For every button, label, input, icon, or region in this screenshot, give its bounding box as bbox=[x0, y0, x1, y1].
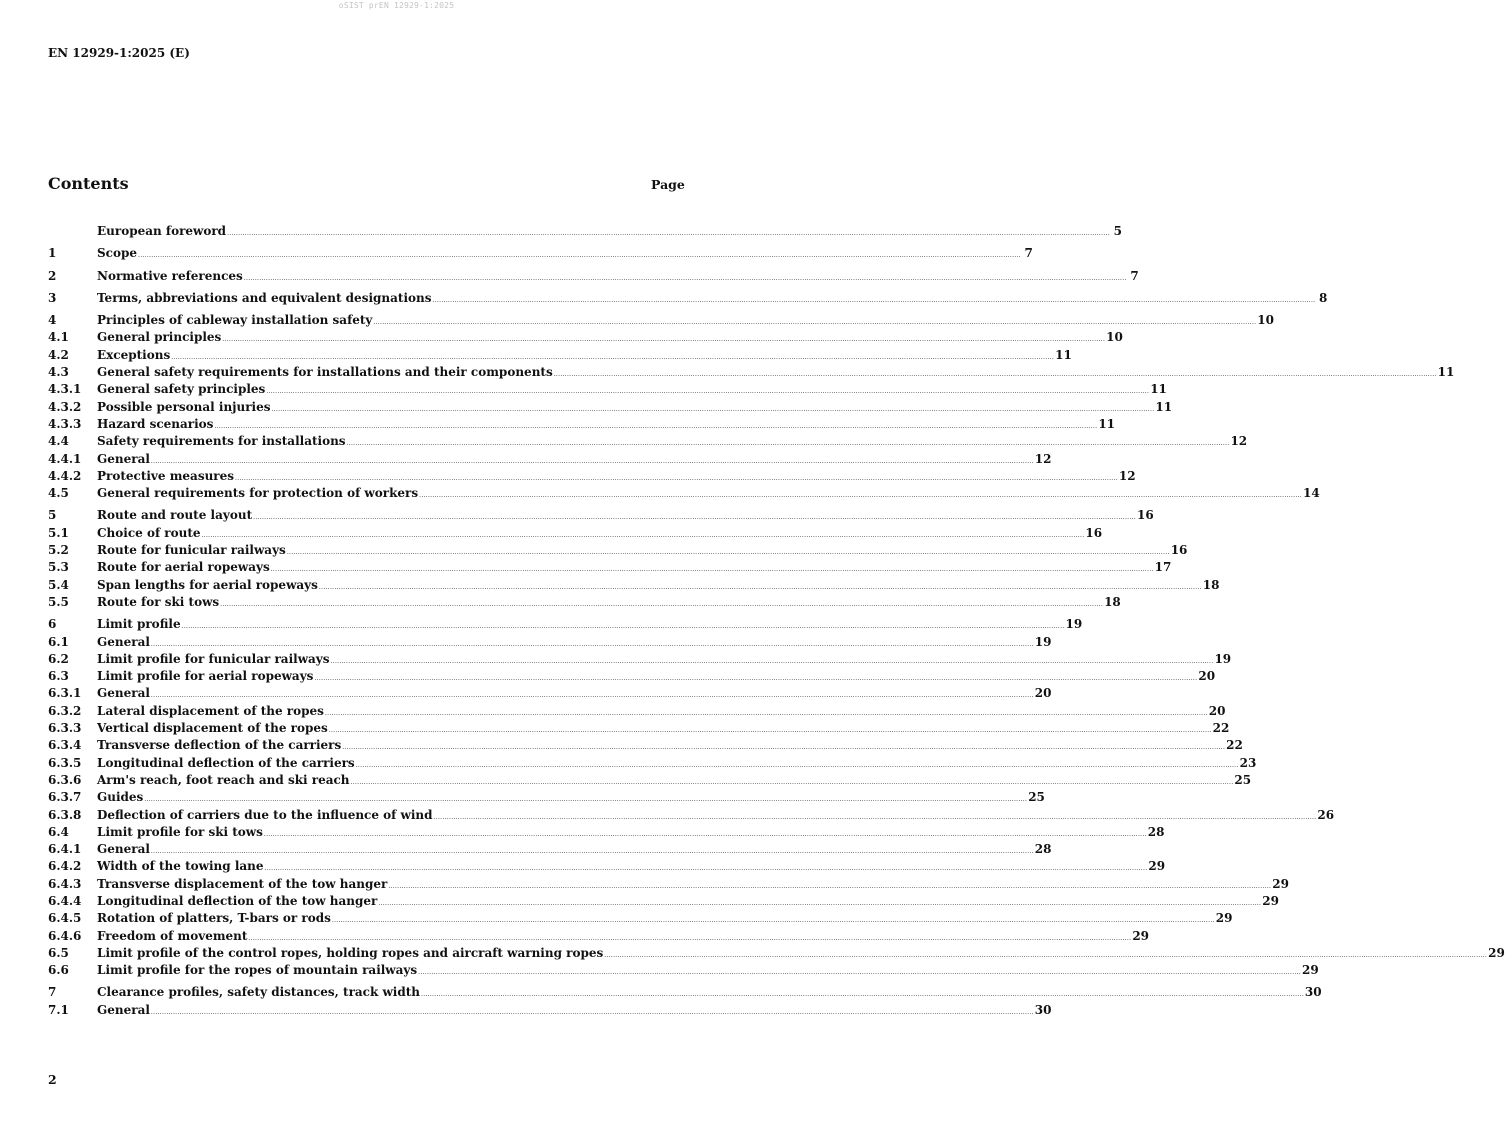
toc-entry[interactable] bbox=[48, 928, 1150, 945]
toc-dot-leader: ................................................................................................................................................................................................................................................................................................................................................................................................................ bbox=[433, 813, 1317, 821]
toc-entry-title: Scope bbox=[97, 246, 138, 261]
toc-entry-page: 7 bbox=[1130, 268, 1139, 283]
toc-entry[interactable] bbox=[48, 525, 1103, 542]
toc-entry-title: Vertical displacement of the ropes bbox=[97, 721, 328, 736]
toc-entry-title: Exceptions bbox=[97, 347, 171, 362]
toc-entry-number: 4.3.2 bbox=[48, 399, 82, 414]
toc-entry-page: 18 bbox=[1202, 577, 1220, 592]
toc-entry-number: 6.3.2 bbox=[48, 703, 82, 718]
toc-entry-number: 4 bbox=[48, 313, 57, 328]
toc-entry-number: 6.4.5 bbox=[48, 911, 82, 926]
toc-entry[interactable] bbox=[48, 433, 1248, 450]
toc-entry-number: 6.3.6 bbox=[48, 772, 82, 787]
toc-entry[interactable] bbox=[48, 737, 1243, 754]
toc-entry[interactable] bbox=[48, 720, 1230, 737]
toc-entry-number: 7.1 bbox=[48, 1002, 69, 1017]
toc-entry-title: Transverse deflection of the carriers bbox=[97, 738, 342, 753]
toc-entry-title: Deflection of carriers due to the influence of wind bbox=[97, 807, 433, 822]
toc-entry-number: 4.5 bbox=[48, 486, 69, 501]
toc-group bbox=[48, 223, 1122, 240]
toc-entry-page: 16 bbox=[1137, 508, 1154, 523]
toc-dot-leader: ................................................................................................................................................................................................................................................................................................................................................................................................................ bbox=[432, 296, 1316, 304]
toc-group bbox=[48, 268, 1139, 285]
toc-entry-title: Freedom of movement bbox=[97, 928, 248, 943]
toc-entry[interactable] bbox=[48, 399, 1173, 416]
toc-group bbox=[48, 507, 1220, 611]
table-of-contents bbox=[48, 223, 1505, 1024]
toc-entry-page: 29 bbox=[1488, 945, 1505, 960]
toc-entry-title: Guides bbox=[97, 790, 144, 805]
toc-entry-page: 11 bbox=[1155, 399, 1173, 414]
toc-entry[interactable] bbox=[48, 893, 1279, 910]
toc-entry-page: 29 bbox=[1262, 893, 1279, 908]
toc-entry-title: General bbox=[97, 634, 150, 649]
toc-entry-title: Choice of route bbox=[97, 525, 201, 540]
toc-entry-title: Limit profile for funicular railways bbox=[97, 651, 330, 666]
toc-entry-number: 4.3 bbox=[48, 365, 69, 380]
toc-dot-leader: ................................................................................................................................................................................................................................................................................................................................................................................................................ bbox=[253, 514, 1136, 522]
toc-entry[interactable] bbox=[48, 577, 1220, 594]
toc-entry-title: Span lengths for aerial ropeways bbox=[97, 577, 318, 592]
toc-entry-title: Clearance profiles, safety distances, track width bbox=[97, 985, 421, 1000]
toc-entry-page: 29 bbox=[1132, 928, 1150, 943]
toc-entry-title: General safety principles bbox=[97, 382, 266, 397]
toc-dot-leader: ................................................................................................................................................................................................................................................................................................................................................................................................................ bbox=[235, 474, 1118, 482]
toc-entry-number: 7 bbox=[48, 985, 57, 1000]
toc-entry-title: European foreword bbox=[97, 224, 227, 238]
toc-dot-leader: ................................................................................................................................................................................................................................................................................................................................................................................................................ bbox=[421, 991, 1304, 999]
toc-entry-page: 11 bbox=[1098, 416, 1116, 431]
toc-entry-title: General safety requirements for installations and their components bbox=[97, 365, 553, 380]
toc-entry-page: 29 bbox=[1302, 963, 1319, 978]
toc-dot-leader: ................................................................................................................................................................................................................................................................................................................................................................................................................ bbox=[286, 549, 1170, 557]
toc-entry-title: Limit profile for aerial ropeways bbox=[97, 669, 314, 684]
toc-dot-leader: ................................................................................................................................................................................................................................................................................................................................................................................................................ bbox=[248, 934, 1132, 942]
toc-entry-title: Safety requirements for installations bbox=[97, 434, 346, 449]
toc-entry-number: 3 bbox=[48, 290, 57, 305]
toc-entry[interactable] bbox=[48, 772, 1252, 789]
toc-entry-title: Normative references bbox=[97, 268, 243, 283]
toc-entry[interactable] bbox=[48, 507, 1154, 524]
toc-entry-number: 6.4 bbox=[48, 824, 69, 839]
toc-dot-leader: ................................................................................................................................................................................................................................................................................................................................................................................................................ bbox=[144, 796, 1028, 804]
toc-entry-page: 5 bbox=[1113, 224, 1122, 238]
toc-entry-number: 6.4.3 bbox=[48, 876, 82, 891]
toc-entry-title: General bbox=[97, 1002, 150, 1017]
toc-entry-number: 4.1 bbox=[48, 330, 69, 345]
toc-entry-number: 6.5 bbox=[48, 945, 69, 960]
toc-dot-leader: ................................................................................................................................................................................................................................................................................................................................................................................................................ bbox=[150, 848, 1034, 856]
toc-entry[interactable] bbox=[48, 984, 1322, 1001]
toc-entry-title: General requirements for protection of workers bbox=[97, 486, 419, 501]
page-number: 2 bbox=[48, 1072, 57, 1087]
toc-dot-leader: ................................................................................................................................................................................................................................................................................................................................................................................................................ bbox=[264, 865, 1148, 873]
toc-entry-page: 30 bbox=[1304, 985, 1322, 1000]
toc-entry-number: 6.4.6 bbox=[48, 928, 82, 943]
toc-entry-title: Terms, abbreviations and equivalent designations bbox=[97, 290, 432, 305]
toc-entry-page: 22 bbox=[1212, 721, 1230, 736]
toc-entry[interactable] bbox=[48, 245, 1033, 262]
toc-entry[interactable] bbox=[48, 616, 1083, 633]
toc-entry-number: 6.4.2 bbox=[48, 859, 82, 874]
toc-entry-page: 28 bbox=[1147, 824, 1165, 839]
toc-entry-number: 4.2 bbox=[48, 347, 69, 362]
toc-dot-leader: ................................................................................................................................................................................................................................................................................................................................................................................................................ bbox=[171, 353, 1055, 361]
toc-entry-number: 5.1 bbox=[48, 525, 69, 540]
toc-entry-number: 6.4.1 bbox=[48, 842, 82, 857]
toc-entry-page: 12 bbox=[1230, 434, 1248, 449]
toc-entry-page: 8 bbox=[1319, 290, 1328, 305]
toc-dot-leader: ................................................................................................................................................................................................................................................................................................................................................................................................................ bbox=[373, 319, 1257, 327]
toc-entry-page: 10 bbox=[1257, 313, 1274, 328]
toc-dot-leader: ................................................................................................................................................................................................................................................................................................................................................................................................................ bbox=[330, 657, 1214, 665]
toc-dot-leader: ................................................................................................................................................................................................................................................................................................................................................................................................................ bbox=[388, 882, 1272, 890]
toc-entry[interactable] bbox=[48, 755, 1257, 772]
toc-entry[interactable] bbox=[48, 364, 1455, 381]
toc-entry-title: Longitudinal deflection of the tow hanger bbox=[97, 893, 378, 908]
toc-dot-leader: ................................................................................................................................................................................................................................................................................................................................................................................................................ bbox=[318, 583, 1202, 591]
toc-entry-page: 22 bbox=[1226, 738, 1243, 753]
toc-entry-title: Route for aerial ropeways bbox=[97, 560, 270, 575]
toc-dot-leader: ................................................................................................................................................................................................................................................................................................................................................................................................................ bbox=[314, 675, 1198, 683]
toc-dot-leader: ................................................................................................................................................................................................................................................................................................................................................................................................................ bbox=[220, 600, 1104, 608]
toc-entry-title: Possible personal injuries bbox=[97, 399, 271, 414]
toc-entry-number: 6 bbox=[48, 617, 57, 632]
toc-entry[interactable] bbox=[48, 685, 1052, 702]
toc-entry-page: 29 bbox=[1148, 859, 1166, 874]
toc-entry-page: 29 bbox=[1272, 876, 1289, 891]
toc-entry-title: Arm's reach, foot reach and ski reach bbox=[97, 772, 350, 787]
toc-entry[interactable] bbox=[48, 668, 1216, 685]
toc-entry-number: 6.1 bbox=[48, 634, 69, 649]
toc-dot-leader: ................................................................................................................................................................................................................................................................................................................................................................................................................ bbox=[138, 252, 1021, 260]
toc-entry[interactable] bbox=[48, 381, 1167, 398]
toc-entry-number: 2 bbox=[48, 268, 57, 283]
toc-entry[interactable] bbox=[48, 841, 1052, 858]
toc-entry-number: 4.4.2 bbox=[48, 468, 82, 483]
toc-dot-leader: ................................................................................................................................................................................................................................................................................................................................................................................................................ bbox=[214, 422, 1098, 430]
toc-entry-number: 4.3.3 bbox=[48, 416, 82, 431]
toc-entry-number: 6.3.5 bbox=[48, 755, 82, 770]
toc-entry-title: Limit profile for the ropes of mountain railways bbox=[97, 963, 418, 978]
toc-dot-leader: ................................................................................................................................................................................................................................................................................................................................................................................................................ bbox=[419, 492, 1302, 500]
toc-entry-page: 30 bbox=[1034, 1002, 1052, 1017]
toc-entry-number: 5 bbox=[48, 508, 57, 523]
toc-entry-page: 25 bbox=[1234, 772, 1252, 787]
toc-entry[interactable] bbox=[48, 416, 1116, 433]
toc-entry-title: Hazard scenarios bbox=[97, 416, 214, 431]
toc-dot-leader: ................................................................................................................................................................................................................................................................................................................................................................................................................ bbox=[150, 457, 1034, 465]
toc-entry-number: 4.3.1 bbox=[48, 382, 82, 397]
toc-entry-page: 17 bbox=[1154, 560, 1172, 575]
toc-entry-page: 29 bbox=[1215, 911, 1233, 926]
toc-entry[interactable] bbox=[48, 223, 1122, 240]
toc-entry-page: 16 bbox=[1170, 543, 1188, 558]
toc-entry-number: 6.3.3 bbox=[48, 721, 82, 736]
toc-entry-number: 5.2 bbox=[48, 543, 69, 558]
toc-entry[interactable] bbox=[48, 807, 1335, 824]
toc-entry-title: General bbox=[97, 686, 150, 701]
toc-dot-leader: ................................................................................................................................................................................................................................................................................................................................................................................................................ bbox=[150, 1008, 1034, 1016]
toc-entry[interactable] bbox=[48, 542, 1188, 559]
toc-entry-page: 20 bbox=[1034, 686, 1052, 701]
toc-dot-leader: ................................................................................................................................................................................................................................................................................................................................................................................................................ bbox=[342, 744, 1226, 752]
toc-dot-leader: ................................................................................................................................................................................................................................................................................................................................................................................................................ bbox=[150, 692, 1034, 700]
toc-entry-page: 23 bbox=[1239, 755, 1257, 770]
toc-dot-leader: ................................................................................................................................................................................................................................................................................................................................................................................................................ bbox=[227, 230, 1110, 237]
toc-dot-leader: ................................................................................................................................................................................................................................................................................................................................................................................................................ bbox=[270, 566, 1154, 574]
toc-dot-leader: ................................................................................................................................................................................................................................................................................................................................................................................................................ bbox=[604, 951, 1488, 959]
toc-group bbox=[48, 245, 1033, 262]
toc-entry[interactable] bbox=[48, 559, 1172, 576]
toc-entry-title: Width of the towing lane bbox=[97, 859, 264, 874]
toc-group bbox=[48, 616, 1505, 979]
toc-entry-title: General bbox=[97, 451, 150, 466]
toc-entry-page: 20 bbox=[1208, 703, 1226, 718]
watermark: oSIST prEN 12929-1:2025 bbox=[338, 1, 455, 10]
toc-entry-page: 28 bbox=[1034, 842, 1052, 857]
toc-entry[interactable] bbox=[48, 945, 1505, 962]
toc-entry[interactable] bbox=[48, 594, 1121, 611]
toc-entry-page: 16 bbox=[1085, 525, 1103, 540]
toc-entry[interactable] bbox=[48, 290, 1328, 307]
toc-entry-number: 6.2 bbox=[48, 651, 69, 666]
toc-entry[interactable] bbox=[48, 451, 1052, 468]
toc-entry-number: 4.4 bbox=[48, 434, 69, 449]
toc-entry-number: 6.3.7 bbox=[48, 790, 82, 805]
toc-entry-page: 12 bbox=[1034, 451, 1052, 466]
toc-entry-number: 6.6 bbox=[48, 963, 69, 978]
toc-entry-page: 25 bbox=[1028, 790, 1045, 805]
toc-entry-title: Limit profile of the control ropes, holding ropes and aircraft warning ropes bbox=[97, 945, 604, 960]
toc-dot-leader: ................................................................................................................................................................................................................................................................................................................................................................................................................ bbox=[553, 371, 1437, 379]
toc-entry-title: General principles bbox=[97, 330, 222, 345]
document-id: EN 12929-1:2025 (E) bbox=[48, 46, 190, 60]
toc-dot-leader: ................................................................................................................................................................................................................................................................................................................................................................................................................ bbox=[331, 917, 1215, 925]
toc-entry-page: 11 bbox=[1055, 347, 1072, 362]
page-column-label: Page bbox=[651, 177, 685, 192]
contents-heading: Contents bbox=[48, 174, 129, 193]
toc-entry[interactable] bbox=[48, 824, 1165, 841]
toc-entry-title: General bbox=[97, 842, 150, 857]
toc-entry-title: Longitudinal deflection of the carriers bbox=[97, 755, 355, 770]
toc-entry-title: Route for ski tows bbox=[97, 594, 220, 609]
toc-dot-leader: ................................................................................................................................................................................................................................................................................................................................................................................................................ bbox=[263, 830, 1147, 838]
toc-group bbox=[48, 312, 1455, 502]
toc-dot-leader: ................................................................................................................................................................................................................................................................................................................................................................................................................ bbox=[271, 405, 1155, 413]
toc-entry-title: Rotation of platters, T-bars or rods bbox=[97, 911, 331, 926]
toc-entry[interactable] bbox=[48, 858, 1166, 875]
toc-entry[interactable] bbox=[48, 329, 1123, 346]
toc-entry-title: Protective measures bbox=[97, 468, 235, 483]
toc-dot-leader: ................................................................................................................................................................................................................................................................................................................................................................................................................ bbox=[222, 336, 1106, 344]
toc-dot-leader: ................................................................................................................................................................................................................................................................................................................................................................................................................ bbox=[355, 761, 1239, 769]
toc-entry[interactable] bbox=[48, 651, 1232, 668]
toc-dot-leader: ................................................................................................................................................................................................................................................................................................................................................................................................................ bbox=[350, 778, 1234, 786]
toc-entry-number: 6.3.8 bbox=[48, 807, 82, 822]
toc-entry-page: 11 bbox=[1150, 382, 1167, 397]
toc-dot-leader: ................................................................................................................................................................................................................................................................................................................................................................................................................ bbox=[181, 623, 1065, 631]
toc-entry-number: 1 bbox=[48, 246, 57, 261]
toc-entry[interactable] bbox=[48, 347, 1072, 364]
toc-dot-leader: ................................................................................................................................................................................................................................................................................................................................................................................................................ bbox=[243, 274, 1127, 282]
toc-dot-leader: ................................................................................................................................................................................................................................................................................................................................................................................................................ bbox=[328, 727, 1212, 735]
toc-entry-number: 4.4.1 bbox=[48, 451, 82, 466]
toc-entry-title: Lateral displacement of the ropes bbox=[97, 703, 324, 718]
toc-entry-page: 11 bbox=[1437, 365, 1455, 380]
toc-entry-number: 6.4.4 bbox=[48, 893, 82, 908]
toc-entry-title: Limit profile bbox=[97, 617, 181, 632]
toc-entry-page: 14 bbox=[1303, 486, 1320, 501]
toc-entry[interactable] bbox=[48, 962, 1319, 979]
toc-entry-number: 6.3 bbox=[48, 669, 69, 684]
toc-entry-title: Principles of cableway installation safety bbox=[97, 313, 373, 328]
toc-entry[interactable] bbox=[48, 634, 1052, 651]
toc-entry-page: 19 bbox=[1034, 634, 1052, 649]
toc-entry-page: 26 bbox=[1317, 807, 1335, 822]
toc-entry-number: 6.3.1 bbox=[48, 686, 82, 701]
toc-entry-title: Transverse displacement of the tow hanger bbox=[97, 876, 388, 891]
toc-entry[interactable] bbox=[48, 485, 1320, 502]
toc-entry[interactable] bbox=[48, 876, 1289, 893]
toc-entry[interactable] bbox=[48, 789, 1045, 806]
toc-entry-number: 5.5 bbox=[48, 594, 69, 609]
toc-entry[interactable] bbox=[48, 703, 1226, 720]
toc-entry-number: 6.3.4 bbox=[48, 738, 82, 753]
toc-dot-leader: ................................................................................................................................................................................................................................................................................................................................................................................................................ bbox=[346, 440, 1230, 448]
toc-group bbox=[48, 984, 1322, 1019]
toc-entry[interactable] bbox=[48, 1002, 1052, 1019]
toc-entry-page: 18 bbox=[1104, 594, 1121, 609]
toc-entry-page: 7 bbox=[1024, 246, 1033, 261]
toc-dot-leader: ................................................................................................................................................................................................................................................................................................................................................................................................................ bbox=[418, 969, 1302, 977]
toc-entry-title: Limit profile for ski tows bbox=[97, 824, 263, 839]
toc-entry-page: 19 bbox=[1065, 617, 1083, 632]
toc-dot-leader: ................................................................................................................................................................................................................................................................................................................................................................................................................ bbox=[378, 899, 1262, 907]
toc-entry[interactable] bbox=[48, 268, 1139, 285]
toc-entry-title: Route and route layout bbox=[97, 508, 253, 523]
toc-entry-number: 5.3 bbox=[48, 560, 69, 575]
toc-entry[interactable] bbox=[48, 468, 1136, 485]
toc-entry[interactable] bbox=[48, 312, 1274, 329]
toc-entry-title: Route for funicular railways bbox=[97, 543, 286, 558]
toc-entry-page: 19 bbox=[1214, 651, 1232, 666]
toc-dot-leader: ................................................................................................................................................................................................................................................................................................................................................................................................................ bbox=[201, 531, 1085, 539]
toc-entry-page: 20 bbox=[1198, 669, 1216, 684]
toc-dot-leader: ................................................................................................................................................................................................................................................................................................................................................................................................................ bbox=[324, 709, 1208, 717]
toc-dot-leader: ................................................................................................................................................................................................................................................................................................................................................................................................................ bbox=[266, 388, 1150, 396]
toc-entry[interactable] bbox=[48, 910, 1233, 927]
toc-entry-number: 5.4 bbox=[48, 577, 69, 592]
toc-entry-page: 10 bbox=[1106, 330, 1123, 345]
toc-entry-page: 12 bbox=[1118, 468, 1136, 483]
toc-group bbox=[48, 290, 1328, 307]
toc-dot-leader: ................................................................................................................................................................................................................................................................................................................................................................................................................ bbox=[150, 640, 1034, 648]
